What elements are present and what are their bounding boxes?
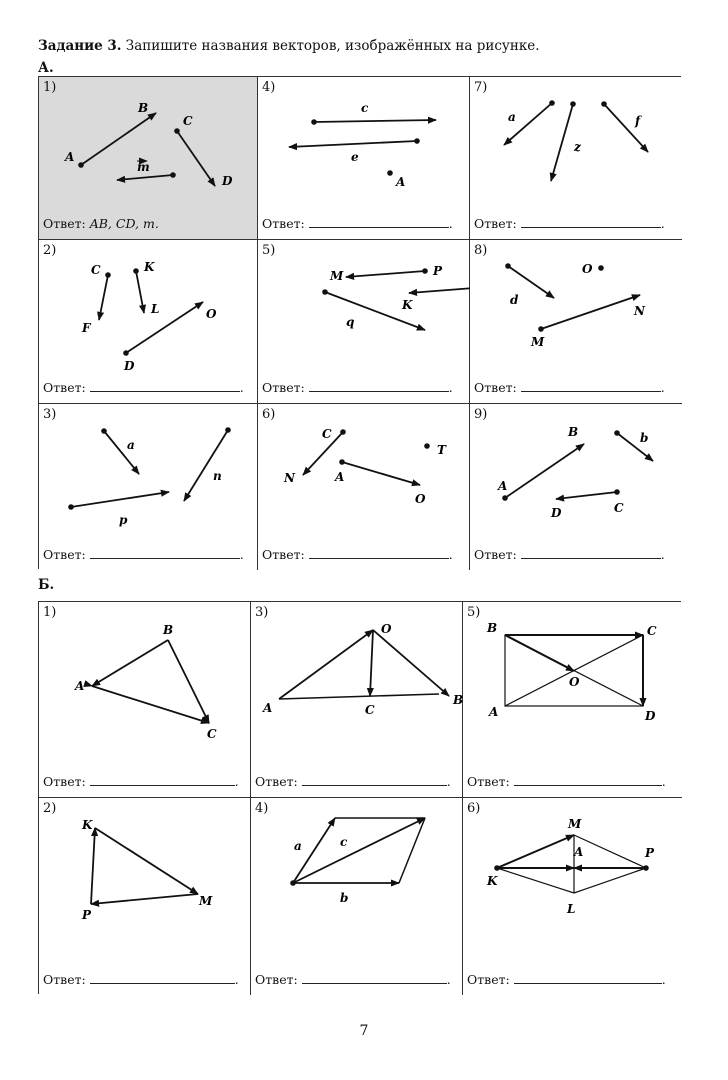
cell-number: 6) [262,407,276,422]
cell-a6 [258,404,470,570]
answer-label: Ответ: [474,547,517,562]
label-point: K [144,260,155,274]
label-point: N [284,471,295,485]
figure-a6 [258,404,470,570]
answer-label: Ответ: [262,547,305,562]
label-point: C [183,114,193,128]
cell-number: 2) [43,801,57,816]
label-point: T [437,443,446,457]
figure-a3 [39,404,258,570]
label-vector: c [340,835,348,849]
answer-label: Ответ: [262,216,305,231]
label-point: P [645,846,655,860]
cell-a1 [39,77,258,240]
label-point: B [568,425,579,439]
label-point: O [582,262,593,276]
cell-b6 [463,798,682,995]
label-point: A [489,705,499,719]
part-b-grid [38,601,681,994]
figure-a9 [470,404,682,570]
cell-b1 [39,602,251,798]
answer-label: Ответ: [43,380,86,395]
cell-a2 [39,240,258,404]
label-point: P [433,264,443,278]
label-point: B [453,693,464,707]
label-point: A [396,175,406,189]
cell-number: 4) [262,80,276,95]
part-a-label: А. [38,60,54,76]
label-vector: a [127,438,135,452]
figure-b5 [463,602,682,798]
answer-line: Ответ: . [43,972,239,987]
label-point: C [322,427,332,441]
cell-b5 [463,602,682,798]
label-point: D [551,506,562,520]
answer-label: Ответ: [255,972,298,987]
answer-line: Ответ: . [43,547,244,562]
cell-number: 5) [467,605,481,620]
answer-line: Ответ: . [255,774,451,789]
cell-a8 [470,240,682,404]
label-vector: a [294,839,302,853]
label-point: O [206,307,217,321]
label-vector: d [510,293,519,307]
label-point: D [222,174,233,188]
label-point: M [568,817,582,831]
answer-label: Ответ: [474,380,517,395]
cell-a3 [39,404,258,570]
cell-b2 [39,798,251,995]
label-point: D [645,709,656,723]
answer-line: Ответ: . [474,547,665,562]
answer-line: Ответ: . [467,774,666,789]
label-point: A [335,470,345,484]
label-vector: z [574,140,581,154]
part-b-label: Б. [38,577,55,593]
label-vector: b [340,891,349,905]
cell-number: 5) [262,243,276,258]
label-point: K [402,298,413,312]
label-point: M [330,269,344,283]
task-title [38,38,540,54]
label-vector: c [361,101,369,115]
cell-number: 3) [43,407,57,422]
label-vector: e [351,150,359,164]
cell-number: 8) [474,243,488,258]
cell-b4 [251,798,463,995]
cell-a4 [258,77,470,240]
cell-b3 [251,602,463,798]
answer-line: Ответ: . [262,380,453,395]
answer-line: Ответ: . [43,774,239,789]
label-point: F [82,321,91,335]
label-point: O [569,675,580,689]
label-vector: f [635,114,641,128]
label-point: C [91,263,101,277]
answer-label: Ответ: [43,774,86,789]
label-point: A [263,701,273,715]
answer-label: Ответ: [262,380,305,395]
page-number: 7 [359,1023,369,1039]
label-vector: m [137,160,150,174]
answer-label: Ответ: [474,216,517,231]
part-a-grid [38,76,681,569]
label-point: L [567,902,576,916]
label-point: A [65,150,75,164]
label-point: L [151,302,160,316]
label-point: B [487,621,498,635]
cell-a7 [470,77,682,240]
label-point: A [498,479,508,493]
figure-b4 [251,798,463,995]
cell-number: 7) [474,80,488,95]
label-vector: n [213,469,222,483]
label-vector: q [346,315,355,329]
cell-number: 3) [255,605,269,620]
cell-a5 [258,240,470,404]
answer-label: Ответ: [467,972,510,987]
cell-number: 2) [43,243,57,258]
figure-b2 [39,798,251,995]
label-point: N [634,304,645,318]
label-point: B [138,101,149,115]
label-point: D [124,359,135,373]
label-point: P [82,908,92,922]
answer-line: Ответ: . [255,972,451,987]
figure-b6 [463,798,682,995]
cell-number: 9) [474,407,488,422]
answer-label: Ответ: [43,972,86,987]
label-vector: a [508,110,516,124]
task-text: Запишите названия векторов, изображённых на рисунке. [121,38,540,54]
label-point: C [614,501,624,515]
cell-a9 [470,404,682,570]
answer-label: Ответ: [43,547,86,562]
cell-number: 1) [43,605,57,620]
answer-line: Ответ: . [262,547,453,562]
label-point: M [531,335,545,349]
answer-label: Ответ: [255,774,298,789]
label-vector: b [640,431,649,445]
task-number: Задание 3. [38,38,122,54]
cell-number: 6) [467,801,481,816]
label-point: K [487,874,498,888]
label-point: A [574,845,584,859]
label-point: M [199,894,213,908]
answer-value: AB, CD, m. [89,216,159,231]
cell-number: 1) [43,80,57,95]
label-point: C [647,624,657,638]
label-point: B [163,623,174,637]
label-point: O [415,492,426,506]
label-point: A [75,679,85,693]
label-point: O [381,622,392,636]
answer-line: Ответ: . [262,216,453,231]
answer-line: Ответ: . [43,380,244,395]
answer-line: Ответ: . [474,216,665,231]
label-point: K [82,818,93,832]
answer-label: Ответ: [467,774,510,789]
answer-line: Ответ: . [474,380,665,395]
answer-line [43,216,159,231]
answer-label: Ответ: [43,216,86,231]
label-vector: p [119,513,128,527]
label-point: C [207,727,217,741]
cell-number: 4) [255,801,269,816]
label-point: C [365,703,375,717]
figure-b3 [251,602,463,798]
figure-b1 [39,602,251,798]
answer-line: Ответ: . [467,972,666,987]
